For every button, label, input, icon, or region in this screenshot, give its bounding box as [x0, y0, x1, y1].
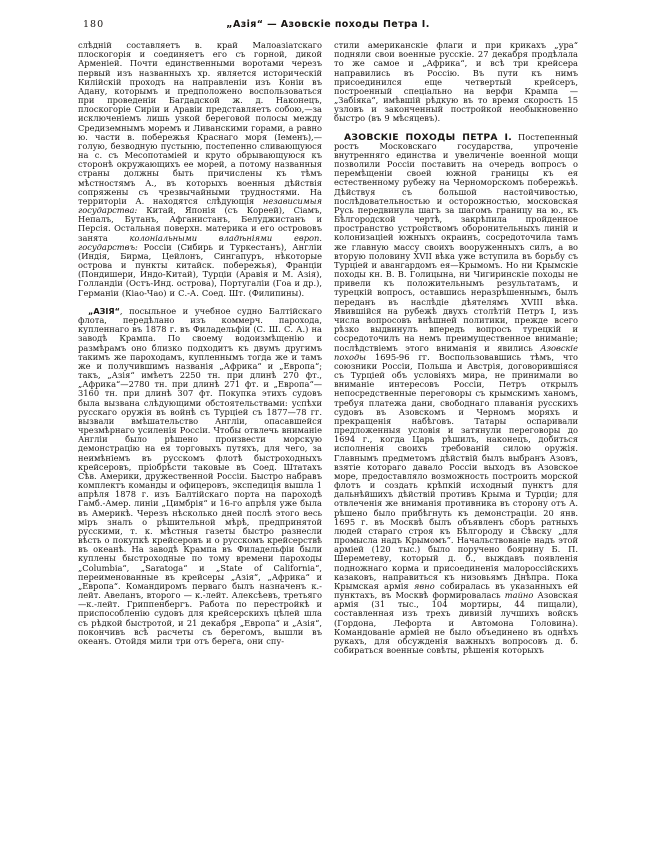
entry-headword-azov-campaigns: АЗОВСКІЕ ПОХОДЫ ПЕТРА I.: [344, 131, 513, 143]
text-run: Россіи (Сибирь и Туркестанъ), Англіи (Индія, Бирма, Цейлонъ, Сингапуръ, нѣкоторые острова и пункты китайск. побережья), Франціи (Пондишери, Индо-Китай), Турціи (Аравія и М. Азія), Голландіи (Остъ-Инд. острова), Португаліи (Гоа и др.), Германіи (Кіао-Чао) и С.-А. Соед. Шт. (Филипины).: [78, 241, 322, 298]
text-run-i: явно: [413, 580, 435, 591]
page-header: [78, 19, 578, 33]
text-run-i: тайно: [504, 590, 534, 601]
text-column-right: [334, 41, 578, 655]
text-run-i: Азовскіе походы: [334, 342, 578, 362]
text-run: Азовская армія (31 тыс., 104 мортиры, 44 пищали), составленная изъ трехъ дивизій лучшихъ войскъ (Гордона, Лефорта и Автомона Головина). Командованіе арміей не было объединено въ однѣхъ рукахъ, для обсужденія важныхъ вопросовъ д. б. собираться военные совѣты, рѣшенія которыхъ: [334, 590, 578, 656]
page-number: 180: [83, 19, 105, 30]
text-column-left: [78, 41, 322, 655]
text-run: слѣдній составляетъ в. край Малоазіатскаго плоскогорія и соединяетъ его съ горной, дикой Арменіей. Почти единственными воротами черезъ первый изъ названныхъ хр. является историческій Килійскій проходъ на направленіи изъ Коніи въ Адану, которымъ и предположено воспользоваться при проведеніи Багдадской ж. д. Наконецъ, плоскогоріе Сиріи и Аравіи представляетъ собою,—за исключеніемъ лишь узкой береговой полосы между Средиземнымъ моремъ и Ливанскими горами, а равно ю. части в. побережья Краснаго моря (Іеменъ),—голую, безводную пустыню, постепенно сливающуюся на с. съ Месопотаміей и круто обрывающуюся къ сторонѣ окружающихъ ее морей, а потому названныя страны должны быть причислены къ тѣмъ мѣстностямъ А., въ которыхъ военныя дѣйствія сопряжены съ чрезвычайными трудностями. На территоріи А. находятся слѣдующія: [78, 40, 322, 206]
text-run: собиралась въ указанныхъ ей пунктахъ, въ Москвѣ формировалась: [334, 580, 578, 601]
text-run: стили американскіе флаги и при крикахъ „ура“ подняли свои военные русскіе. 27 декабря продѣлала то же самое и „Африка“, и всѣ три крейсера направились въ Россію. Въ пути къ нимъ присоединился еще четвертый крейсеръ, построенный спеціально на верфи Крампа — „Забіяка“, имѣвшій рѣдкую въ то время скорость 15 узловъ и законченный постройкой необыкновенно быстро (въ 9 мѣсяцевъ).: [334, 40, 578, 124]
article-asia-continuation: [78, 41, 322, 298]
text-block: [78, 41, 578, 655]
article-azia-ship-continuation: [334, 41, 578, 124]
article-azov-campaigns: [334, 133, 578, 656]
running-title: „Азія“ — Азовскіе походы Петра I.: [226, 19, 430, 30]
text-run: 1695-96 гг. Воспользовавшись тѣмъ, что союзники Россіи, Польша и Австрія, договорившіяся съ Турціей объ условіяхъ мира, не принимали во вниманіе интересовъ Россіи, Петръ открылъ непосредственные переговоры съ крымскимъ ханомъ, требуя платежа дани, свободнаго плаванія русскихъ судовъ въ Азовскомъ и Черномъ моряхъ и прекращенія набѣговъ. Татары оспаривали предложенныя условія и затянули переговоры до 1694 г., когда Царь рѣшилъ, наконецъ, добиться исполненія своихъ требованій силою оружія. Главнымъ предметомъ дѣйствій былъ выбранъ Азовъ, взятіе котораго давало Россіи выходъ въ Азовское море, предоставляло возможность построить морской флотъ и создать крѣпкій исходный пунктъ для дальнѣйшихъ дѣйствій противъ Крыма и Турціи; для отвлеченія же вниманія противника въ сторону отъ А. рѣшено было прибѣгнуть къ демонстраціи. 20 янв. 1695 г. въ Москвѣ былъ объявленъ сборъ ратныхъ людей стараго строя къ Бѣлгороду и Сѣвску „для промысла надъ Крымомъ“. Начальствованіе надъ этой арміей (120 тыс.) было поручено боярину Б. П. Шереметеву, который д. б., выждавъ появленія подножнаго корма и присоединенія малороссійскихъ казаковъ, направиться къ низовьямъ Днѣпра. Пока Крымская армія: [334, 351, 578, 591]
text-run-i: независимыя государства:: [78, 195, 322, 216]
entry-headword-azia: „АЗІЯ“: [88, 305, 120, 316]
text-run-i: колоніальными владѣніями европ. государствъ:: [78, 232, 322, 252]
text-run: Китай, Японія (съ Кореей), Сіамъ, Непалъ, Бутанъ, Афганистанъ, Белуджистанъ и Персія. Остальная поверхн. материка и его острововъ занята: [78, 205, 322, 243]
text-run: Постепенный ростъ Московскаго государства, упроченіе внутренняго единства и увеличеніе военной мощи позволили Россіи поставить на очередь вопросъ о перемѣщеніи своей южной границы къ ея естественному рубежу на Черноморскомъ побережьѣ. Дѣйствуя съ большой настойчивостью, послѣдовательностью и осторожностью, московская Русь передвинула шагъ за шагомъ границу на ю., къ Бѣлгородской чертѣ, закрѣпила пройденное пространство устройствомъ оборонительныхъ линій и колонизаціей южныхъ окраинъ, сосредоточила тамъ же главную массу своихъ вооруженныхъ силъ, а во вторую половину XVII вѣка уже вступила въ борьбу съ Турціей и авангардомъ ея—Крымомъ. Но ни Крымскіе походы кн. В. В. Голицына, ни Чигиринскіе походы не привели къ положительнымъ результатамъ, и турецкій вопросъ, оставшись неразрѣшеннымъ, былъ переданъ въ наслѣдіе дѣятелямъ XVIII вѣка. Явившійся на рубежѣ двухъ столѣтій Петръ I, изъ числа вопросовъ внѣшней политики, прежде всего рѣзко выдвинулъ впередъ вопросъ турецкій и сосредоточилъ на немъ преимущественное вниманіе; послѣдствіемъ этого вниманія и явились: [334, 131, 578, 353]
text-run: , посыльное и учебное судно Балтійскаго флота, передѣлано изъ коммерч. парохода, купленнаго въ 1878 г. въ Филадельфіи (С. Ш. С. А.) на заводѣ Крампа. По своему водоизмѣщенію и размѣрамъ оно близко подходитъ къ двумъ другимъ такимъ же пароходамъ, купленнымъ тогда же и тамъ же и получившимъ названія „Африка“ и „Европа“; такъ, „Азія“ имѣетъ 2250 тн. при длинѣ 270 фт., „Африка“—2780 тн. при длинѣ 271 фт. и „Европа“—3160 тн. при длинѣ 307 фт. Покупка этихъ судовъ была вызвана слѣдующими обстоятельствами: успѣхи русскаго оружія въ войнѣ съ Турціей съ 1877—78 гг. вызвали вмѣшательство Англіи, опасавшейся чрезмѣрнаго усиленія Россіи. Чтобы отвлечь вниманіе Англіи было рѣшено произвести морскую демонстрацію на ея торговыхъ путяхъ, для чего, за неимѣніемъ въ русскомъ флотѣ быстроходныхъ крейсеровъ, пріобрѣсти таковые въ Соед. Штатахъ Сѣв. Америки, дружественной Россіи. Быстро набравъ комплектъ команды и офицеровъ, экспедиція вышла 1 апрѣля 1878 г. изъ Балтійскаго порта на пароходѣ Гамб.-Амер. линіи „Цимбрія“ и 16-го апрѣля уже была въ Америкѣ. Черезъ нѣсколько дней послѣ этого весь міръ зналъ о рѣшительной мѣрѣ, предпринятой русскими, т. к. мѣстныя газеты быстро разнесли вѣсть о покупкѣ крейсеровъ и о русскомъ крейсерствѣ въ океанѣ. На заводѣ Крампа въ Филадельфіи были куплены быстроходные по тому времени пароходы „Columbia“, „Saratoga“ и „State of California“, переименованные въ крейсеры „Азія“, „Африка“ и „Европа“. Командиромъ перваго былъ назначенъ к.-лейт. Авеланъ, второго — к.-лейт. Алексѣевъ, третьяго—к.-лейт. Гриппенбергъ. Работа по перестройкѣ и приспособленію судовъ для крейсерскихъ цѣлей шла съ рѣдкой быстротой, и 21 декабря „Европа“ и „Азія“, покончивъ всѣ расчеты съ берегомъ, вышли въ океанъ. Отойдя мили три отъ берега, они спу-: [78, 305, 322, 646]
article-azia-ship: [78, 307, 322, 646]
